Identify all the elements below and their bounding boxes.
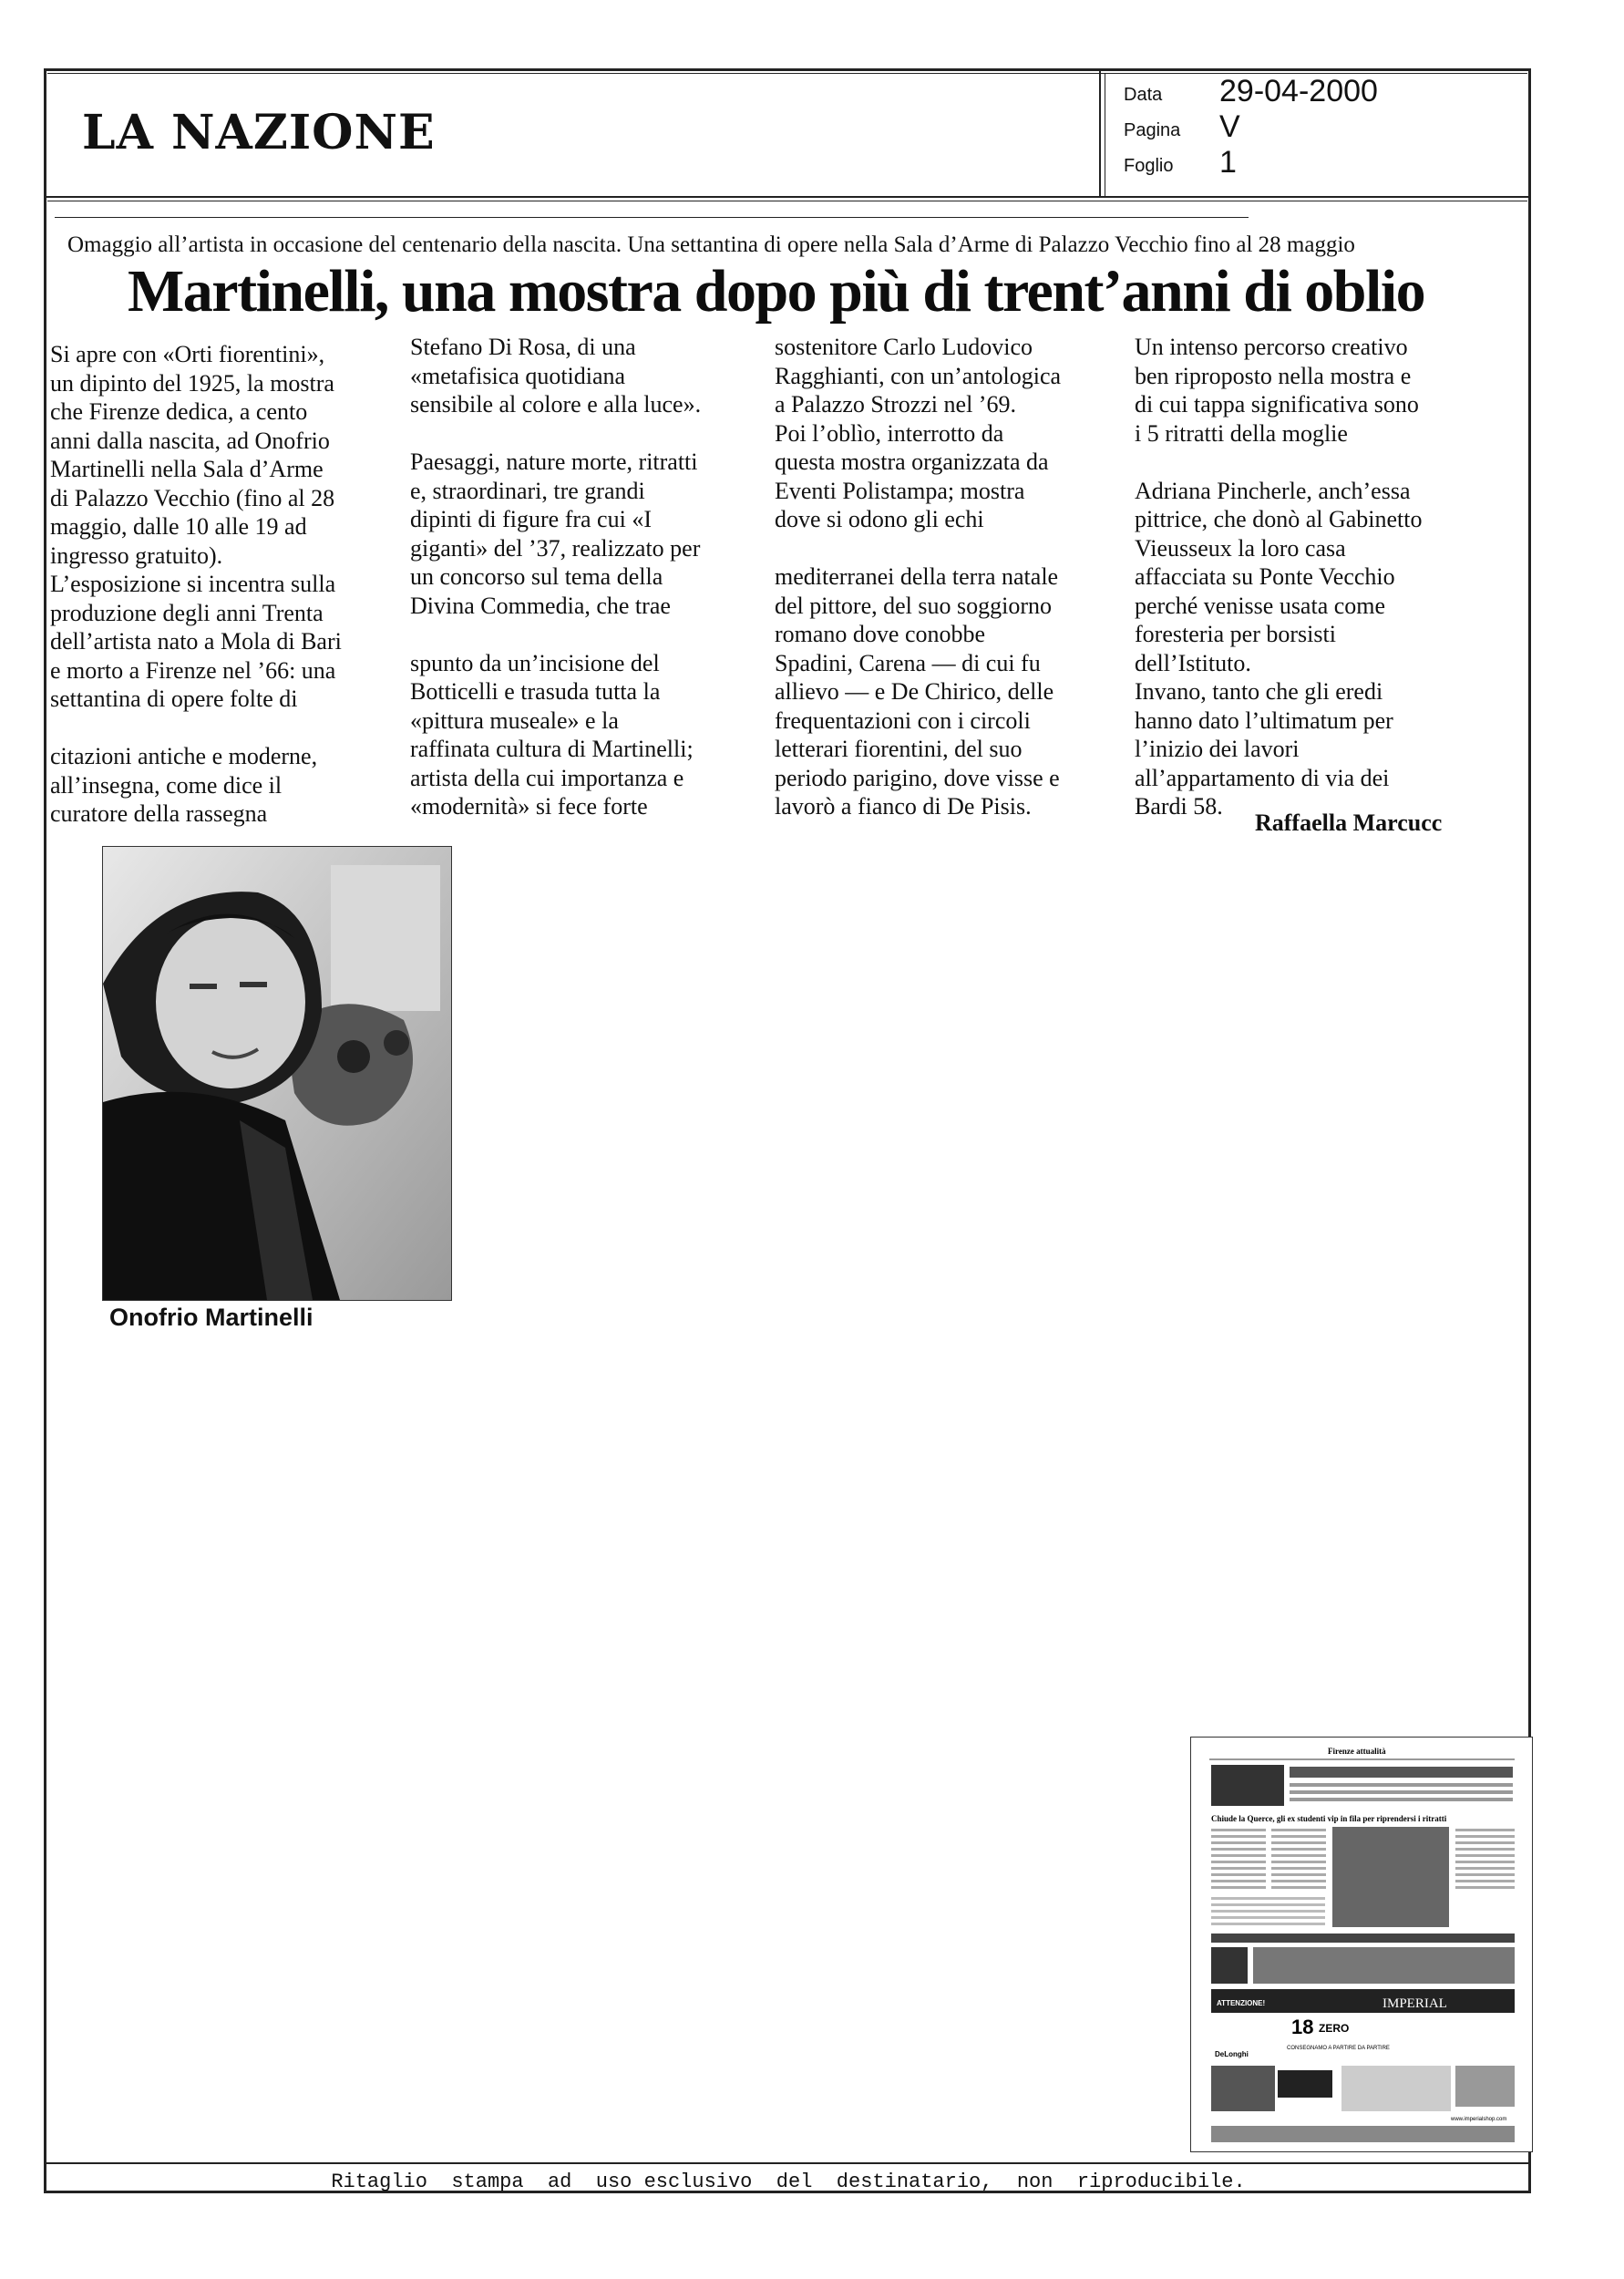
sheet-label: Foglio <box>1124 156 1174 176</box>
frame-top-outer <box>44 68 1531 71</box>
article-headline: Martinelli, una mostra dopo più di trent’anni di oblio <box>128 258 1425 325</box>
page-value: V <box>1219 109 1240 144</box>
article-kicker: Omaggio all’artista in occasione del centenario della nascita. Una settantina di opere nella Sala d’Arme di Palazzo Vecchio fino al 28 maggio <box>67 232 1355 257</box>
date-value: 29-04-2000 <box>1219 74 1378 108</box>
thumb-banner: ATTENZIONE! <box>1217 1999 1266 2007</box>
sheet-value: 1 <box>1219 145 1237 180</box>
frame-header-bottom <box>44 196 1531 198</box>
thumb-section: Firenze attualità <box>1328 1747 1386 1756</box>
thumb-promo-number: 18 <box>1291 2016 1314 2038</box>
article-column-4: Un intenso percorso creativo ben riproposto nella mostra e di cui tappa significativa sono i 5 ritratti della moglie Adriana Pincherle, anch’essa pittrice, che donò al Gabinetto Vieusseux la loro casa affacciata su Ponte Vecchio perché venisse usata come foresteria per borsisti dell’Istituto. Invano, tanto che gli eredi hanno dato l’ultimatum per l’inizio dei lavori all’appartamento di via dei Bardi 58. <box>1135 334 1423 820</box>
portrait-photo <box>102 846 452 1301</box>
thumb-promo-word: ZERO <box>1319 2022 1350 2035</box>
portrait-illustration <box>103 847 451 1300</box>
thumb-advertiser: DeLonghi <box>1215 2050 1249 2058</box>
thumb-promo-line: CONSEGNAMO A PARTIRE DA PARTIRE <box>1287 2046 1390 2051</box>
page-label: Pagina <box>1124 120 1181 140</box>
kicker-rule <box>55 217 1249 218</box>
page-thumbnail <box>1190 1737 1533 2152</box>
frame-footer-top <box>44 2162 1531 2164</box>
photo-caption: Onofrio Martinelli <box>109 1304 313 1331</box>
article-column-2: Stefano Di Rosa, di una «metafisica quotidiana sensibile al colore e alla luce». Paesaggi, nature morte, ritratti e, straordinari, tre grandi dipinti di figure fra cui «I giganti» del ’37, realizzato per un concorso sul tema della Divina Commedia, che trae spunto da un’incisione del Botticelli e trasuda tutta la «pittura museale» e la raffinata cultura di Martinelli; artista della cui importanza e «modernità» si fece forte <box>410 334 702 820</box>
thumb-headline: Chiude la Querce, gli ex studenti vip in fila per riprendersi i ritratti <box>1211 1814 1447 1823</box>
reproduction-notice: Ritaglio stampa ad uso esclusivo del destinatario, non riproducibile. <box>331 2171 1246 2193</box>
page-thumbnail-image <box>1191 1738 1532 2151</box>
frame-header-divider <box>1099 68 1101 198</box>
article-column-3: sostenitore Carlo Ludovico Ragghianti, con un’antologica a Palazzo Strozzi nel ’69. Poi l’oblìo, interrotto da questa mostra organizzata da Eventi Polistampa; mostra dove si odono gli echi mediterranei della terra natale del pittore, del suo soggiorno romano dove conobbe Spadini, Carena — di cui fu allievo — e De Chirico, delle frequentazioni con i circoli letterari fiorentini, del suo periodo parigino, dove visse e lavorò a fianco di De Pisis. <box>775 334 1062 820</box>
masthead: LA NAZIONE <box>82 105 436 160</box>
article-column-1: Si apre con «Orti fiorentini», un dipinto del 1925, la mostra che Firenze dedica, a cento anni dalla nascita, ad Onofrio Martinelli nella Sala d’Arme di Palazzo Vecchio (fino al 28 maggio, dalle 10 alle 19 ad ingresso gratuito). L’esposizione si incentra sulla produzione degli anni Trenta dell’artista nato a Mola di Bari e morto a Firenze nel ’66: una settantina di opere folte di citazioni antiche e moderne, all’insegna, come dice il curatore della rassegna <box>50 341 342 827</box>
frame-left <box>44 68 46 2193</box>
thumb-brand: IMPERIAL <box>1382 1996 1447 2011</box>
byline: Raffaella Marcucc <box>1255 810 1443 836</box>
date-label: Data <box>1124 85 1163 105</box>
thumb-url: www.imperialshop.com <box>1451 2117 1507 2122</box>
